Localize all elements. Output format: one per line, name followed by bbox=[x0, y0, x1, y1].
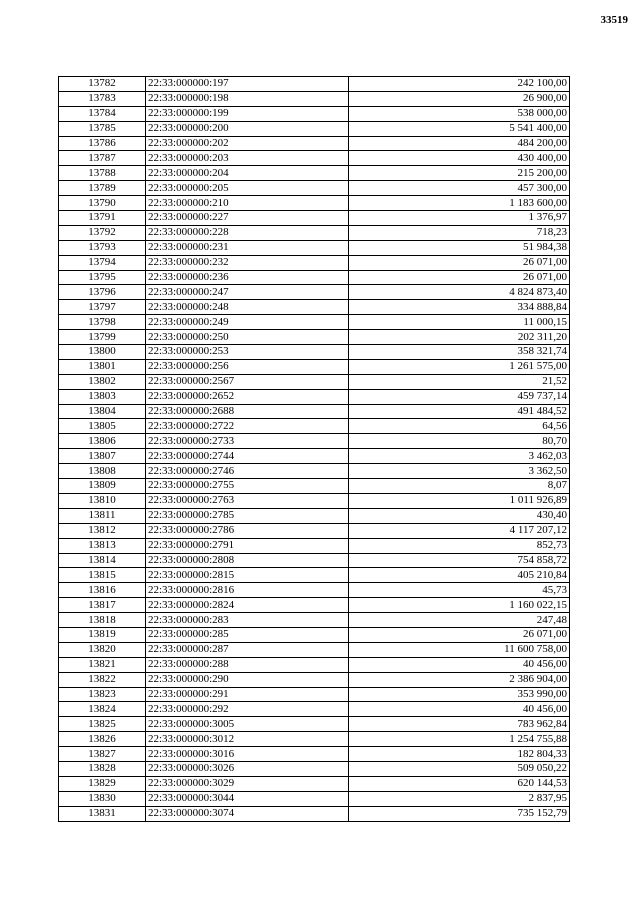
value-cell: 202 311,20 bbox=[349, 330, 570, 345]
table-row bbox=[59, 374, 570, 389]
table-row bbox=[59, 270, 570, 285]
value-cell: 358 321,74 bbox=[349, 345, 570, 360]
value-cell: 247,48 bbox=[349, 613, 570, 628]
row-number-cell: 13818 bbox=[59, 613, 146, 628]
row-number-cell: 13820 bbox=[59, 642, 146, 657]
table-row bbox=[59, 449, 570, 464]
value-cell: 3 462,03 bbox=[349, 449, 570, 464]
cadastral-number-cell: 22:33:000000:3044 bbox=[146, 791, 349, 806]
table-row bbox=[59, 389, 570, 404]
table-row bbox=[59, 300, 570, 315]
value-cell: 8,07 bbox=[349, 479, 570, 494]
value-cell: 430,40 bbox=[349, 508, 570, 523]
row-number-cell: 13829 bbox=[59, 776, 146, 791]
cadastral-number-cell: 22:33:000000:205 bbox=[146, 181, 349, 196]
row-number-cell: 13810 bbox=[59, 493, 146, 508]
cadastral-number-cell: 22:33:000000:2746 bbox=[146, 464, 349, 479]
value-cell: 1 376,97 bbox=[349, 211, 570, 226]
cadastral-number-cell: 22:33:000000:2722 bbox=[146, 419, 349, 434]
value-cell: 1 160 022,15 bbox=[349, 598, 570, 613]
row-number-cell: 13793 bbox=[59, 240, 146, 255]
value-cell: 405 210,84 bbox=[349, 568, 570, 583]
table-row bbox=[59, 121, 570, 136]
table-row bbox=[59, 240, 570, 255]
table-row bbox=[59, 493, 570, 508]
row-number-cell: 13815 bbox=[59, 568, 146, 583]
row-number-cell: 13783 bbox=[59, 91, 146, 106]
row-number-cell: 13811 bbox=[59, 508, 146, 523]
value-cell: 2 837,95 bbox=[349, 791, 570, 806]
table-row bbox=[59, 717, 570, 732]
row-number-cell: 13804 bbox=[59, 404, 146, 419]
row-number-cell: 13828 bbox=[59, 761, 146, 776]
row-number-cell: 13800 bbox=[59, 345, 146, 360]
table-row bbox=[59, 464, 570, 479]
cadastral-number-cell: 22:33:000000:3026 bbox=[146, 761, 349, 776]
table-row bbox=[59, 225, 570, 240]
row-number-cell: 13787 bbox=[59, 151, 146, 166]
value-cell: 80,70 bbox=[349, 434, 570, 449]
row-number-cell: 13807 bbox=[59, 449, 146, 464]
table-row bbox=[59, 211, 570, 226]
value-cell: 484 200,00 bbox=[349, 136, 570, 151]
cadastral-number-cell: 22:33:000000:204 bbox=[146, 166, 349, 181]
value-cell: 242 100,00 bbox=[349, 77, 570, 92]
table-row bbox=[59, 702, 570, 717]
table-row bbox=[59, 687, 570, 702]
row-number-cell: 13814 bbox=[59, 553, 146, 568]
table-row bbox=[59, 136, 570, 151]
cadastral-number-cell: 22:33:000000:283 bbox=[146, 613, 349, 628]
row-number-cell: 13785 bbox=[59, 121, 146, 136]
cadastral-number-cell: 22:33:000000:232 bbox=[146, 255, 349, 270]
cadastral-number-cell: 22:33:000000:2744 bbox=[146, 449, 349, 464]
table-row bbox=[59, 345, 570, 360]
value-cell: 40 456,00 bbox=[349, 702, 570, 717]
row-number-cell: 13789 bbox=[59, 181, 146, 196]
cadastral-number-cell: 22:33:000000:2824 bbox=[146, 598, 349, 613]
table-row bbox=[59, 255, 570, 270]
row-number-cell: 13794 bbox=[59, 255, 146, 270]
table-row bbox=[59, 761, 570, 776]
cadastral-number-cell: 22:33:000000:228 bbox=[146, 225, 349, 240]
table-body bbox=[59, 77, 570, 822]
cadastral-number-cell: 22:33:000000:288 bbox=[146, 657, 349, 672]
row-number-cell: 13813 bbox=[59, 538, 146, 553]
table-row bbox=[59, 672, 570, 687]
table-row bbox=[59, 151, 570, 166]
row-number-cell: 13796 bbox=[59, 285, 146, 300]
row-number-cell: 13809 bbox=[59, 479, 146, 494]
value-cell: 491 484,52 bbox=[349, 404, 570, 419]
table-row bbox=[59, 642, 570, 657]
table-row bbox=[59, 404, 570, 419]
value-cell: 182 804,33 bbox=[349, 747, 570, 762]
cadastral-number-cell: 22:33:000000:285 bbox=[146, 627, 349, 642]
row-number-cell: 13826 bbox=[59, 732, 146, 747]
table-row bbox=[59, 330, 570, 345]
table-row bbox=[59, 806, 570, 821]
table-row bbox=[59, 568, 570, 583]
table-row bbox=[59, 508, 570, 523]
cadastral-number-cell: 22:33:000000:2652 bbox=[146, 389, 349, 404]
row-number-cell: 13805 bbox=[59, 419, 146, 434]
cadastral-number-cell: 22:33:000000:3005 bbox=[146, 717, 349, 732]
value-cell: 718,23 bbox=[349, 225, 570, 240]
cadastral-number-cell: 22:33:000000:3012 bbox=[146, 732, 349, 747]
row-number-cell: 13786 bbox=[59, 136, 146, 151]
cadastral-number-cell: 22:33:000000:253 bbox=[146, 345, 349, 360]
table-row bbox=[59, 315, 570, 330]
cadastral-number-cell: 22:33:000000:236 bbox=[146, 270, 349, 285]
cadastral-number-cell: 22:33:000000:292 bbox=[146, 702, 349, 717]
table-row bbox=[59, 732, 570, 747]
row-number-cell: 13792 bbox=[59, 225, 146, 240]
value-cell: 353 990,00 bbox=[349, 687, 570, 702]
row-number-cell: 13782 bbox=[59, 77, 146, 92]
row-number-cell: 13802 bbox=[59, 374, 146, 389]
cadastral-number-cell: 22:33:000000:2755 bbox=[146, 479, 349, 494]
table-row bbox=[59, 77, 570, 92]
cadastral-number-cell: 22:33:000000:3016 bbox=[146, 747, 349, 762]
row-number-cell: 13825 bbox=[59, 717, 146, 732]
row-number-cell: 13791 bbox=[59, 211, 146, 226]
value-cell: 1 261 575,00 bbox=[349, 359, 570, 374]
cadastral-number-cell: 22:33:000000:247 bbox=[146, 285, 349, 300]
row-number-cell: 13799 bbox=[59, 330, 146, 345]
row-number-cell: 13817 bbox=[59, 598, 146, 613]
cadastral-number-cell: 22:33:000000:2786 bbox=[146, 523, 349, 538]
row-number-cell: 13830 bbox=[59, 791, 146, 806]
row-number-cell: 13795 bbox=[59, 270, 146, 285]
table-row bbox=[59, 181, 570, 196]
row-number-cell: 13798 bbox=[59, 315, 146, 330]
cadastral-number-cell: 22:33:000000:248 bbox=[146, 300, 349, 315]
value-cell: 45,73 bbox=[349, 583, 570, 598]
table-row bbox=[59, 657, 570, 672]
row-number-cell: 13788 bbox=[59, 166, 146, 181]
table-row bbox=[59, 91, 570, 106]
table-row bbox=[59, 538, 570, 553]
row-number-cell: 13822 bbox=[59, 672, 146, 687]
table-row bbox=[59, 285, 570, 300]
value-cell: 26 900,00 bbox=[349, 91, 570, 106]
row-number-cell: 13803 bbox=[59, 389, 146, 404]
value-cell: 11 600 758,00 bbox=[349, 642, 570, 657]
table-row bbox=[59, 583, 570, 598]
cadastral-number-cell: 22:33:000000:2816 bbox=[146, 583, 349, 598]
value-cell: 26 071,00 bbox=[349, 255, 570, 270]
cadastral-number-cell: 22:33:000000:231 bbox=[146, 240, 349, 255]
value-cell: 459 737,14 bbox=[349, 389, 570, 404]
cadastral-number-cell: 22:33:000000:2688 bbox=[146, 404, 349, 419]
cadastral-number-cell: 22:33:000000:2785 bbox=[146, 508, 349, 523]
cadastral-value-table bbox=[58, 76, 570, 822]
cadastral-number-cell: 22:33:000000:203 bbox=[146, 151, 349, 166]
cadastral-number-cell: 22:33:000000:197 bbox=[146, 77, 349, 92]
value-cell: 26 071,00 bbox=[349, 627, 570, 642]
value-cell: 64,56 bbox=[349, 419, 570, 434]
cadastral-number-cell: 22:33:000000:256 bbox=[146, 359, 349, 374]
row-number-cell: 13821 bbox=[59, 657, 146, 672]
cadastral-number-cell: 22:33:000000:2763 bbox=[146, 493, 349, 508]
row-number-cell: 13831 bbox=[59, 806, 146, 821]
value-cell: 1 183 600,00 bbox=[349, 196, 570, 211]
row-number-cell: 13806 bbox=[59, 434, 146, 449]
cadastral-number-cell: 22:33:000000:200 bbox=[146, 121, 349, 136]
row-number-cell: 13808 bbox=[59, 464, 146, 479]
value-cell: 1 254 755,88 bbox=[349, 732, 570, 747]
cadastral-number-cell: 22:33:000000:3029 bbox=[146, 776, 349, 791]
value-cell: 3 362,50 bbox=[349, 464, 570, 479]
row-number-cell: 13797 bbox=[59, 300, 146, 315]
value-cell: 26 071,00 bbox=[349, 270, 570, 285]
table-row bbox=[59, 196, 570, 211]
value-cell: 1 011 926,89 bbox=[349, 493, 570, 508]
table-row bbox=[59, 747, 570, 762]
cadastral-number-cell: 22:33:000000:2567 bbox=[146, 374, 349, 389]
cadastral-number-cell: 22:33:000000:2791 bbox=[146, 538, 349, 553]
table-row bbox=[59, 106, 570, 121]
cadastral-number-cell: 22:33:000000:198 bbox=[146, 91, 349, 106]
value-cell: 509 050,22 bbox=[349, 761, 570, 776]
table-row bbox=[59, 419, 570, 434]
value-cell: 735 152,79 bbox=[349, 806, 570, 821]
table-row bbox=[59, 166, 570, 181]
row-number-cell: 13801 bbox=[59, 359, 146, 374]
cadastral-number-cell: 22:33:000000:287 bbox=[146, 642, 349, 657]
cadastral-number-cell: 22:33:000000:249 bbox=[146, 315, 349, 330]
cadastral-number-cell: 22:33:000000:199 bbox=[146, 106, 349, 121]
value-cell: 620 144,53 bbox=[349, 776, 570, 791]
value-cell: 430 400,00 bbox=[349, 151, 570, 166]
value-cell: 51 984,38 bbox=[349, 240, 570, 255]
row-number-cell: 13827 bbox=[59, 747, 146, 762]
table-row bbox=[59, 479, 570, 494]
page-number: 33519 bbox=[600, 14, 628, 26]
cadastral-number-cell: 22:33:000000:2815 bbox=[146, 568, 349, 583]
value-cell: 852,73 bbox=[349, 538, 570, 553]
cadastral-number-cell: 22:33:000000:2733 bbox=[146, 434, 349, 449]
value-cell: 5 541 400,00 bbox=[349, 121, 570, 136]
cadastral-number-cell: 22:33:000000:3074 bbox=[146, 806, 349, 821]
table-row bbox=[59, 359, 570, 374]
cadastral-number-cell: 22:33:000000:290 bbox=[146, 672, 349, 687]
cadastral-number-cell: 22:33:000000:291 bbox=[146, 687, 349, 702]
value-cell: 457 300,00 bbox=[349, 181, 570, 196]
row-number-cell: 13819 bbox=[59, 627, 146, 642]
table-row bbox=[59, 434, 570, 449]
table-row bbox=[59, 598, 570, 613]
value-cell: 2 386 904,00 bbox=[349, 672, 570, 687]
cadastral-number-cell: 22:33:000000:202 bbox=[146, 136, 349, 151]
table-row bbox=[59, 627, 570, 642]
value-cell: 4 824 873,40 bbox=[349, 285, 570, 300]
table-row bbox=[59, 523, 570, 538]
value-cell: 4 117 207,12 bbox=[349, 523, 570, 538]
value-cell: 538 000,00 bbox=[349, 106, 570, 121]
value-cell: 215 200,00 bbox=[349, 166, 570, 181]
row-number-cell: 13784 bbox=[59, 106, 146, 121]
table-row bbox=[59, 791, 570, 806]
cadastral-number-cell: 22:33:000000:210 bbox=[146, 196, 349, 211]
cadastral-number-cell: 22:33:000000:2808 bbox=[146, 553, 349, 568]
row-number-cell: 13790 bbox=[59, 196, 146, 211]
value-cell: 40 456,00 bbox=[349, 657, 570, 672]
value-cell: 21,52 bbox=[349, 374, 570, 389]
row-number-cell: 13816 bbox=[59, 583, 146, 598]
value-cell: 783 962,84 bbox=[349, 717, 570, 732]
table-row bbox=[59, 613, 570, 628]
table-row bbox=[59, 776, 570, 791]
table-row bbox=[59, 553, 570, 568]
value-cell: 754 858,72 bbox=[349, 553, 570, 568]
row-number-cell: 13812 bbox=[59, 523, 146, 538]
value-cell: 11 000,15 bbox=[349, 315, 570, 330]
cadastral-number-cell: 22:33:000000:227 bbox=[146, 211, 349, 226]
value-cell: 334 888,84 bbox=[349, 300, 570, 315]
cadastral-number-cell: 22:33:000000:250 bbox=[146, 330, 349, 345]
row-number-cell: 13824 bbox=[59, 702, 146, 717]
row-number-cell: 13823 bbox=[59, 687, 146, 702]
